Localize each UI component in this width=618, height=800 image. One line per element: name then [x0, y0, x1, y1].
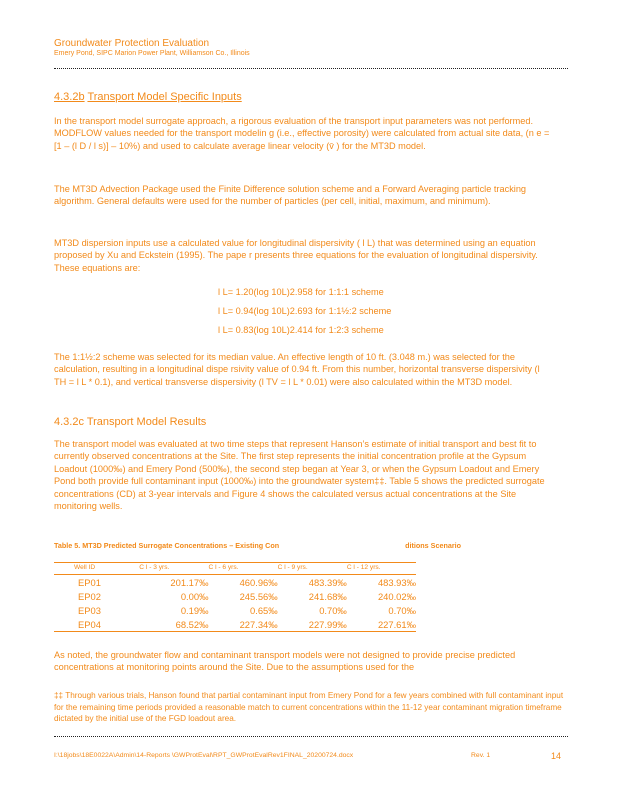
- table-cell: 0.19‰: [180, 604, 209, 616]
- table-cell: 245.56‰: [239, 590, 278, 602]
- column-header: C l - 12 yrs.: [347, 563, 416, 575]
- section-heading-4-3-2b: [54, 91, 242, 103]
- table-cell: 483.93‰: [377, 576, 416, 588]
- table-cell: 241.68‰: [308, 590, 347, 602]
- table-cell: EP02: [78, 590, 101, 602]
- footer-path: I:\18jobs\18E0022A\Admin\14-Reports \GWProtEval\RPT_GWProtEvalRev1FINAL_20200724.docx: [54, 752, 354, 759]
- header-subtitle: Emery Pond, SIPC Marion Power Plant, Williamson Co., Illinois: [54, 50, 250, 57]
- table-cell: 227.61‰: [347, 617, 416, 632]
- table-row: [54, 603, 416, 617]
- header-rule: [54, 68, 568, 69]
- equation-2: l L= 0.94(log 10L)2.693 for 1:1½:2 scheme: [218, 306, 392, 316]
- table-cell: EP03: [78, 604, 101, 616]
- table-cell: 460.96‰: [239, 576, 278, 588]
- table-cell: 68.52‰: [139, 617, 208, 632]
- section-title: Transport Model Results: [86, 416, 207, 428]
- paragraph: As noted, the groundwater flow and contaminant transport models were not designed to provide precise predicted concentrations at monitoring points around the Site. Due to the assumptions used for the: [54, 650, 516, 673]
- section-title: Transport Model Specific Inputs: [87, 91, 242, 103]
- table-row: [54, 617, 416, 632]
- header-title: Groundwater Protection Evaluation: [54, 38, 210, 49]
- table-cell: 201.17‰: [170, 576, 209, 588]
- paragraph: The MT3D Advection Package used the Finite Difference solution scheme and a Forward Averaging particle tracking algorithm. General defaults were used for the number of particles (per cell, initial, maximum, and minimum).: [54, 184, 527, 207]
- column-header: C l - 9 yrs.: [278, 563, 347, 575]
- table-cell: 0.00‰: [180, 590, 209, 602]
- table-row: [54, 575, 416, 590]
- paragraph: MT3D dispersion inputs use a calculated value for longitudinal dispersivity ( l L) that was determined using an equation proposed by Xu and Eckstein (1995). The pape r presents three equations for the evaluation of longitudinal dispersivity. These equations are:: [54, 238, 538, 273]
- table-cell: 0.65‰: [250, 604, 278, 616]
- table-cell: 0.70‰: [319, 604, 347, 616]
- table-cell: 0.70‰: [388, 604, 416, 616]
- table-cell: 240.02‰: [377, 590, 416, 602]
- table-row: [54, 589, 416, 603]
- table-cell: EP04: [54, 617, 139, 632]
- paragraph: The transport model was evaluated at two time steps that represent Hanson’s estimate of initial transport and best fit to currently observed concentrations at the Site. The first step represents the initial concentration profile at the Gypsum Loadout (1000‰) and Emery Pond (500‰), the second step began at Year 3, or when the Gypsum Loadout and Emery Pond both provide full contaminant input (1000‰) into the groundwater system‡‡. Table 5 shows the predicted surrogate concentrations (CD) at 3-year intervals and Figure 4 shows the calculated versus actual concentrations at the Site monitoring wells.: [54, 439, 545, 512]
- column-header: Well ID: [54, 563, 139, 575]
- caption-left: Table 5. MT3D Predicted Surrogate Concentrations – Existing Con: [54, 541, 280, 550]
- table-cell: 483.39‰: [308, 576, 347, 588]
- table-cell: 227.34‰: [208, 617, 277, 632]
- equation-1: l L= 1.20(log 10L)2.958 for 1:1:1 scheme: [218, 287, 384, 297]
- column-header: C l - 3 yrs.: [139, 563, 208, 575]
- equation-3: l L= 0.83(log 10L)2.414 for 1:2:3 scheme: [218, 325, 384, 335]
- table-caption: [54, 541, 524, 550]
- page-number: 14: [551, 751, 562, 761]
- section-number: 4.3.2b: [54, 91, 85, 103]
- footer-rule: [54, 736, 568, 737]
- surrogate-concentrations-table: [54, 562, 416, 632]
- section-number: 4.3.2c: [54, 416, 84, 428]
- paragraph: In the transport model surrogate approach, a rigorous evaluation of the transport input parameters was not performed. MODFLOW values needed for the transport modelin g (i.e., effective porosity) were calculated from actual site data, (n e = [1 – (l D / l s)] – 10%) and used to calculate average linear velocity (v̄ ) for the MT3D model.: [54, 116, 550, 151]
- table-cell: 227.99‰: [278, 617, 347, 632]
- table-cell: EP01: [78, 576, 101, 588]
- paragraph: The 1:1½:2 scheme was selected for its median value. An effective length of 10 ft. (3.048 m.) was selected for the calculation, resulting in a longitudinal dispe rsivity value of 0.94 ft. From this number, horizontal transverse dispersivity (l TH = l L * 0.1), and vertical transverse dispersivity (l TV = l L * 0.01) were also calculated within the MT3D model.: [54, 352, 540, 387]
- footer-rev: Rev. 1: [471, 752, 491, 759]
- caption-right: ditions Scenario: [405, 541, 462, 550]
- footnote: ‡‡ Through various trials, Hanson found that partial contaminant input from Emery Pond for a few years combined with full contaminant input for the remaining time periods provided a reasonable match to current concentrations within the 11-12 year contaminant migration timeframe dictated by the initial use of the FGD loadout area.: [54, 691, 564, 723]
- section-heading-4-3-2c: [54, 416, 206, 428]
- column-header: C l - 6 yrs.: [208, 563, 277, 575]
